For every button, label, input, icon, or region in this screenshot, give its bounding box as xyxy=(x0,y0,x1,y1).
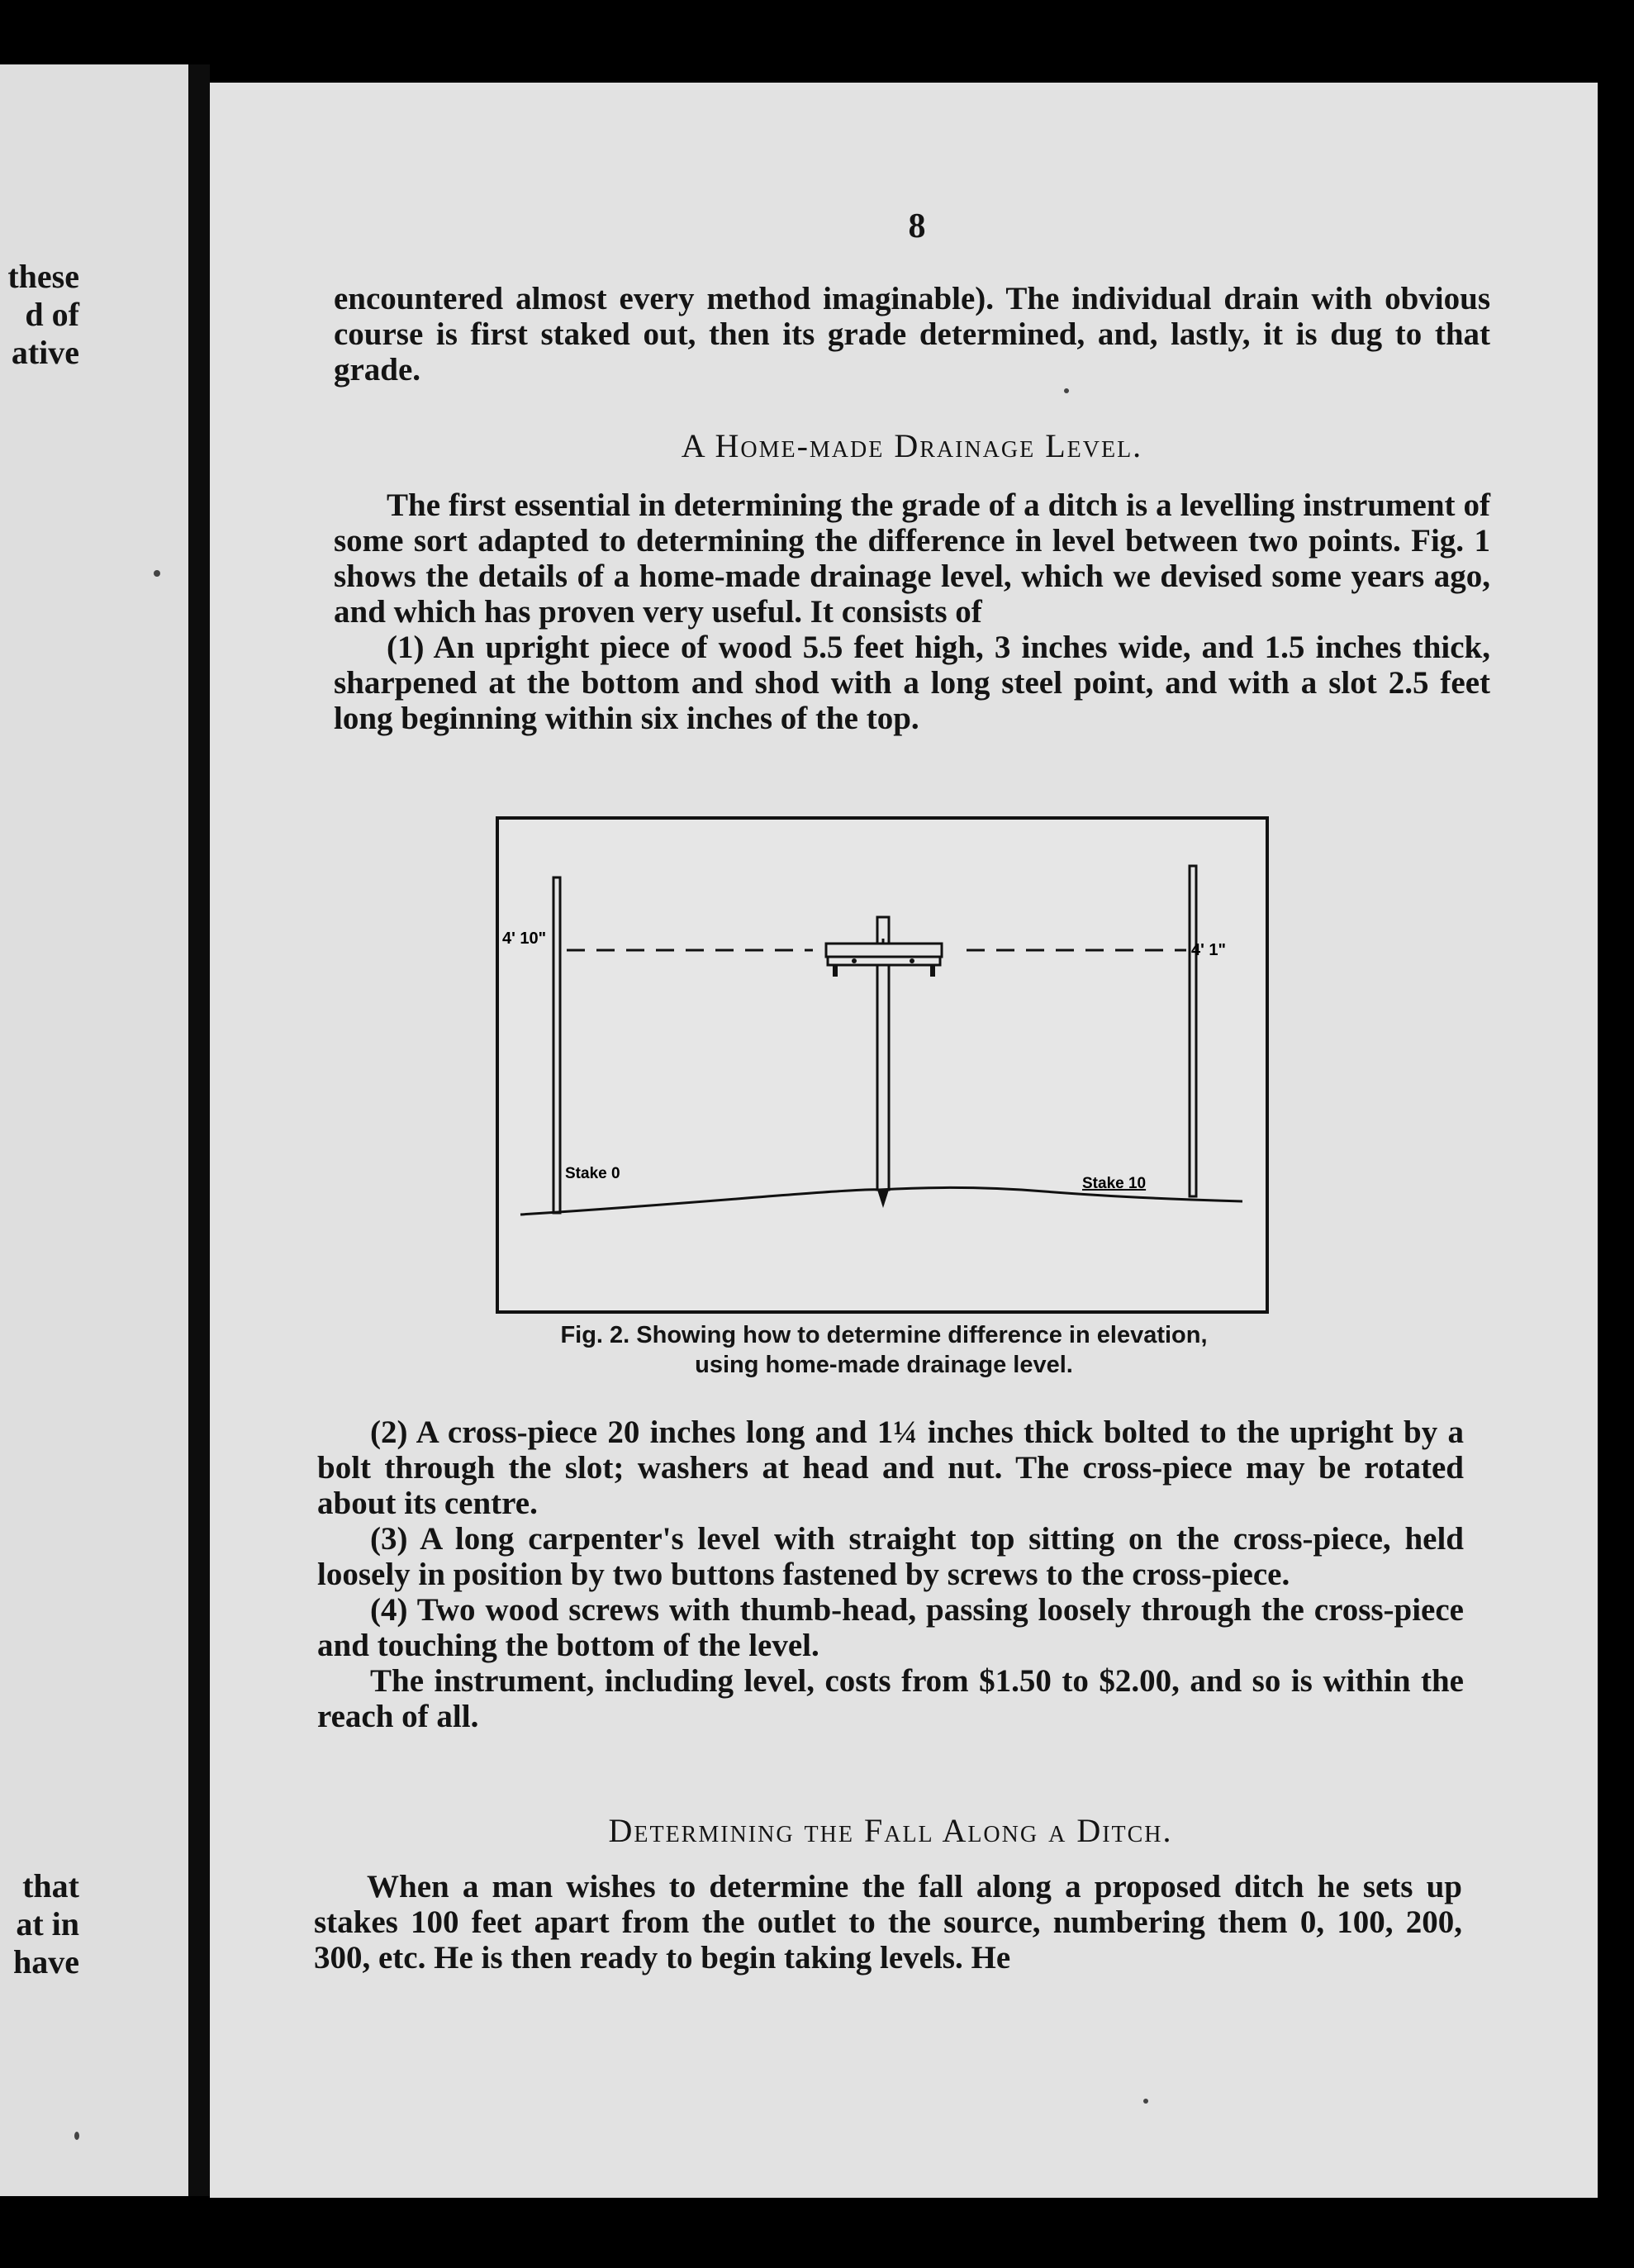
carpenters-level xyxy=(826,944,942,957)
right-stake xyxy=(1190,866,1196,1196)
height-label-right: 4' 1" xyxy=(1191,941,1227,959)
section1-body xyxy=(334,487,1490,736)
button-right xyxy=(910,958,914,963)
stake-label-right: Stake 10 xyxy=(1082,1175,1147,1192)
item-1: (1) An upright piece of wood 5.5 feet high, 3 inches wide, and 1.5 inches thick, sharpened at the bottom and shod with a long steel point, and with a slot 2.5 feet long beginning within six inches of the top. xyxy=(334,630,1490,736)
left-fragment-text: at in xyxy=(16,1905,79,1942)
intro-paragraph: encountered almost every method imaginable). The individual drain with obvious course is first staked out, then its grade determined, and, lastly, it is dug to that grade. xyxy=(334,281,1490,388)
thumb-screw-right xyxy=(930,965,935,977)
page-gutter xyxy=(188,64,210,2196)
figure-illustration xyxy=(496,816,1269,1314)
dust-speck xyxy=(1064,388,1069,393)
section2-body xyxy=(314,1869,1462,1976)
item-3: (3) A long carpenter's level with straight top sitting on the cross-piece, held loosely in position by two buttons fastened by screws to the cross-piece. xyxy=(317,1521,1464,1592)
caption-line-1: Fig. 2. Showing how to determine difference in elevation, xyxy=(560,1322,1208,1348)
height-label-left: 4' 10" xyxy=(502,930,547,948)
intro-paragraph-block xyxy=(334,281,1490,388)
page-number: 8 xyxy=(908,207,926,245)
item-2: (2) A cross-piece 20 inches long and 1¼ inches thick bolted to the upright by a bolt through the slot; washers at head and nut. The cross-piece may be rotated about its centre. xyxy=(317,1415,1464,1521)
stake-label-left: Stake 0 xyxy=(565,1165,620,1182)
left-fragment-text: that xyxy=(22,1867,79,1904)
figure-caption xyxy=(446,1320,1322,1380)
dust-speck xyxy=(74,2132,79,2140)
dust-speck xyxy=(1143,2099,1148,2104)
button-left xyxy=(852,958,857,963)
section-heading-drainage-level: A Home-made Drainage Level. xyxy=(681,427,1143,464)
cross-piece xyxy=(828,957,940,965)
items-body xyxy=(317,1415,1464,1734)
section-heading-fall-along-ditch: Determining the Fall Along a Ditch. xyxy=(608,1812,1173,1849)
left-fragment-text: ative xyxy=(11,334,79,371)
section1-paragraph: The first essential in determining the grade of a ditch is a levelling instrument of some sort adapted to determining the difference in level between two points. Fig. 1 shows the details of a home-made drainage level, which we devised some years ago, and which has proven very useful. It consists of xyxy=(334,487,1490,630)
cost-paragraph: The instrument, including level, costs from $1.50 to $2.00, and so is within the reach of all. xyxy=(317,1663,1464,1734)
section2-paragraph: When a man wishes to determine the fall along a proposed ditch he sets up stakes 100 feet apart from the outlet to the source, numbering them 0, 100, 200, 300, etc. He is then ready to begin taking levels. He xyxy=(314,1869,1462,1976)
caption-line-2: using home-made drainage level. xyxy=(695,1352,1073,1378)
left-fragment-text: have xyxy=(13,1943,79,1980)
left-fragment-text: d of xyxy=(25,296,79,333)
steel-point xyxy=(877,1190,889,1208)
left-fragment-text: these xyxy=(7,258,79,295)
dust-speck xyxy=(154,570,160,577)
leveling-diagram xyxy=(499,820,1266,1310)
thumb-screw-left xyxy=(833,965,838,977)
left-stake xyxy=(553,877,560,1213)
item-4: (4) Two wood screws with thumb-head, passing loosely through the cross-piece and touching the bottom of the level. xyxy=(317,1592,1464,1663)
